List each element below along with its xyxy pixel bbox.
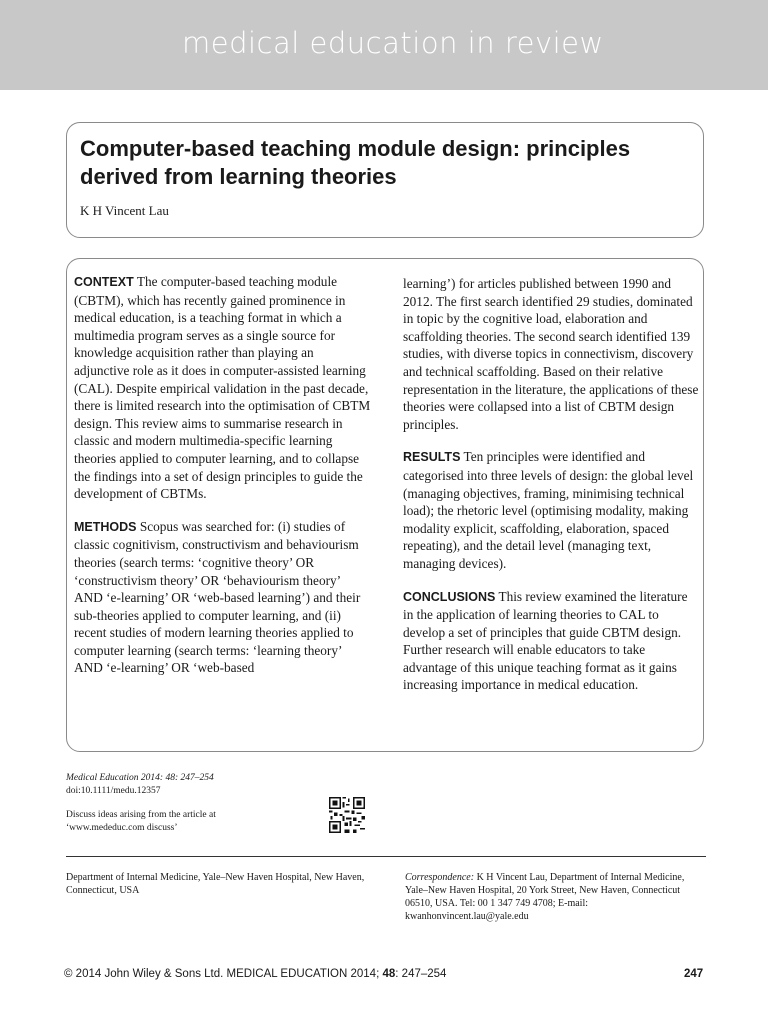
- abstract-box: [66, 258, 704, 752]
- banner-title: medical education in review: [182, 26, 604, 60]
- context-text: The computer-based teaching module (CBTM), which has recently gained prominence in medical education, is a teaching format in which a multimedia program serves as a single source for knowledge acquisition rather than playing an adjunctive role as it does in computer-assisted learning (CAL). Despite empirical validation in the past decade, there is limited research into the optimisation of CBTM design. This review aims to summarise research in classic and modern multimedia-specific learning theories applied to computer learning, and to collapse the findings into a set of design principles to guide the development of CBTMs.: [74, 274, 371, 502]
- article-title: Computer-based teaching module design: principles derived from learning theories: [80, 136, 631, 189]
- journal-citation: Medical Education 2014: 48: 247–254: [66, 773, 214, 783]
- results-text: Ten principles were identified and categorised into three levels of design: the global level (managing objectives, framing, minimising technical load); the rhetoric level (optimising modality, making modality explicit, scaffolding, elaboration, spaced repeating), and the detail level (managing text, managing devices).: [403, 449, 694, 571]
- footer-volume: 48: [382, 968, 396, 980]
- context-heading: CONTEXT: [74, 275, 134, 289]
- correspondence: [405, 871, 705, 923]
- title-box: [66, 122, 704, 238]
- discuss-note: Discuss ideas arising from the article at ‘www.mededuc.com discuss’: [66, 810, 216, 833]
- abstract-methods: [74, 518, 371, 677]
- abstract-results: [403, 448, 700, 572]
- qr-code-icon: [329, 797, 365, 833]
- page-number: 247: [684, 968, 704, 980]
- methods-continued: learning’) for articles published between 1990 and 2012. The first search identified 29 studies, dominated in topic by the cognitive load, elaboration and scaffolding theories. The second search identified 139 studies, with diverse topics in connectivism, discovery and technical scaffolding. Based on their relative representation in the literature, the applications of these theories were collapsed into a list of CBTM design principles.: [403, 276, 699, 432]
- correspondence-text: K H Vincent Lau, Department of Internal Medicine, Yale–New Haven Hospital, 20 York Street, New Haven, Connecticut 06510, USA. Tel: 00 1 347 749 4708; E-mail: kwanhonvincent.lau@yale.edu: [405, 872, 685, 922]
- footer-copyright: © 2014 John Wiley & Sons Ltd. MEDICAL EDUCATION 2014;: [64, 968, 380, 980]
- correspondence-label: Correspondence:: [405, 872, 475, 883]
- page-footer: [64, 968, 446, 980]
- footer-pages: : 247–254: [395, 968, 447, 980]
- conclusions-text: This review examined the literature in the application of learning theories to CAL to develop a set of principles that guide CBTM design. Further research will enable educators to take advantage of this unique teaching format as it gains increasing importance in medical education.: [403, 588, 688, 693]
- abstract-left-column: [74, 273, 371, 692]
- abstract-right-column: [403, 275, 700, 709]
- citation: [66, 772, 214, 798]
- doi: doi:10.1111/medu.12357: [66, 786, 161, 796]
- abstract-context: [74, 273, 371, 503]
- author-affiliation: Department of Internal Medicine, Yale–New Haven Hospital, New Haven, Connecticut, USA: [66, 872, 365, 896]
- conclusions-heading: CONCLUSIONS: [403, 589, 496, 604]
- abstract-conclusions: [403, 588, 700, 695]
- methods-heading: METHODS: [74, 519, 137, 534]
- article-author: K H Vincent Lau: [80, 203, 169, 218]
- journal-banner: [0, 0, 768, 90]
- methods-text: Scopus was searched for: (i) studies of classic cognitivism, constructivism and behaviourism theories (search terms: ‘cognitive theory’ OR ‘constructivism theory’ OR ‘behaviourism theory’ AND ‘e-learning’ OR ‘web-based learning’) and their sub-theories applied to computer learning, and (ii) recent studies of modern learning theories applied to computer learning (search terms: ‘learning theory’ AND ‘e-learning’ OR ‘web-based: [74, 518, 361, 676]
- results-heading: RESULTS: [403, 450, 461, 465]
- divider-line: [66, 856, 706, 857]
